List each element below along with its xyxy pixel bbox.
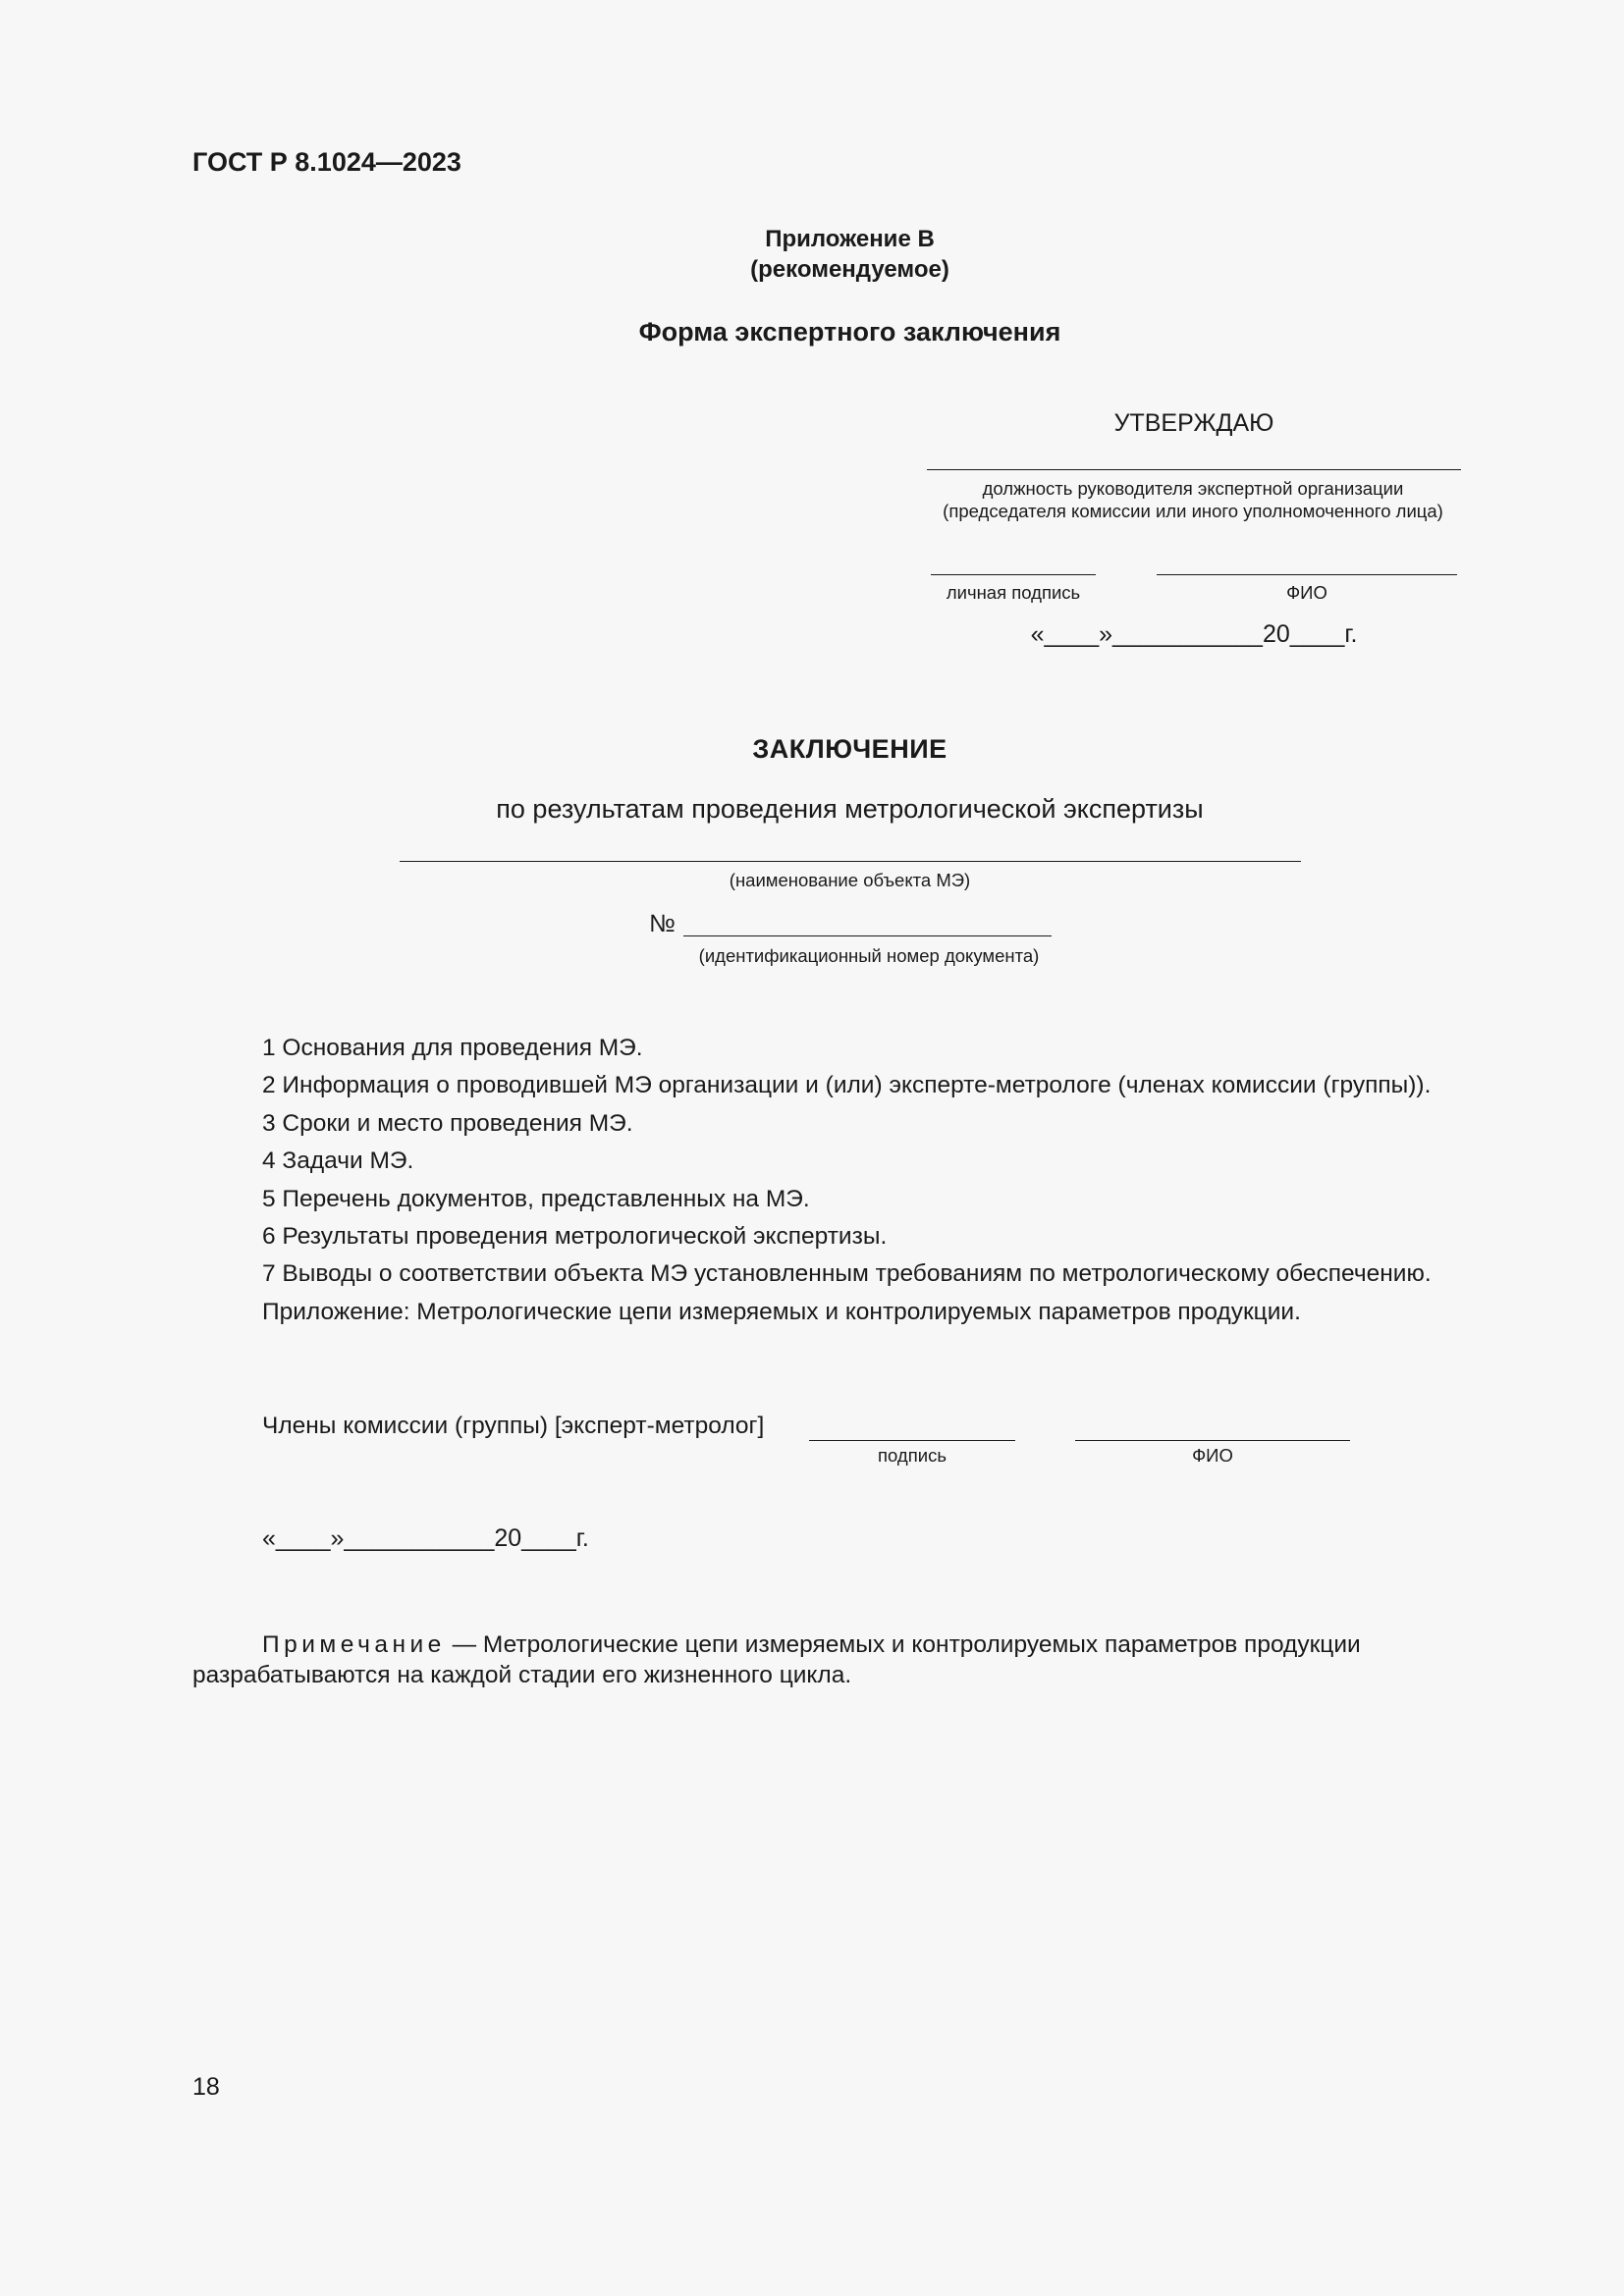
- list-item: 5 Перечень документов, представленных на МЭ.: [262, 1185, 810, 1212]
- page-number: 18: [192, 2073, 220, 2101]
- appendix-status: (рекомендуемое): [750, 256, 949, 283]
- note-text: — Метрологические цепи измеряемых и контролируемых параметров продукции разрабатываются на каждой стадии его жизненного цикла.: [192, 1631, 1361, 1688]
- list-item: 1 Основания для проведения МЭ.: [262, 1035, 643, 1061]
- number-sign: №: [649, 910, 676, 937]
- object-caption: (наименование объекта МЭ): [729, 870, 971, 890]
- signature-blank-line: [931, 574, 1096, 575]
- appendix-line: Приложение: Метрологические цепи измеряемых и контролируемых параметров продукции.: [262, 1298, 1301, 1325]
- list-item: 6 Результаты проведения метрологической экспертизы.: [262, 1223, 888, 1251]
- fio-blank-line: [1157, 574, 1457, 575]
- fio-caption: ФИО: [1286, 582, 1327, 603]
- list-item: 7 Выводы о соответствии объекта МЭ установленным требованиям по метрологическому обеспечению.: [262, 1260, 1432, 1288]
- id-number-caption: (идентификационный номер документа): [698, 945, 1040, 966]
- id-number-blank-line: [683, 935, 1052, 936]
- member-fio-line: [1075, 1440, 1350, 1441]
- members-label: Члены комиссии (группы) [эксперт-метролог]: [262, 1413, 765, 1439]
- note-label: Примечание: [262, 1631, 446, 1658]
- approve-heading: УТВЕРЖДАЮ: [1113, 409, 1274, 437]
- conclusion-date: «____»___________20____г.: [262, 1524, 589, 1552]
- object-blank-line: [400, 861, 1301, 862]
- position-caption-line1: должность руководителя экспертной организации: [982, 478, 1404, 499]
- position-caption-line2: (председателя комиссии или иного уполномоченного лица): [943, 501, 1443, 521]
- content-list: [262, 1030, 1432, 1331]
- list-item: 4 Задачи МЭ.: [262, 1148, 414, 1175]
- approval-date: «____»___________20____г.: [1030, 620, 1358, 648]
- form-title: Форма экспертного заключения: [638, 317, 1061, 347]
- position-blank-line: [927, 469, 1461, 470]
- list-item: 2 Информация о проводившей МЭ организации и (или) эксперте-метрологе (членах комиссии (группы)).: [262, 1072, 1432, 1099]
- appendix-title: Приложение В: [765, 226, 935, 252]
- document-code: ГОСТ Р 8.1024—2023: [192, 147, 461, 177]
- member-signature-caption: подпись: [878, 1445, 947, 1466]
- note: [192, 1629, 1518, 1690]
- conclusion-subtitle: по результатам проведения метрологической экспертизы: [496, 794, 1204, 824]
- member-signature-line: [809, 1440, 1015, 1441]
- position-caption: [913, 477, 1473, 522]
- list-item: 3 Сроки и место проведения МЭ.: [262, 1109, 633, 1137]
- conclusion-title: ЗАКЛЮЧЕНИЕ: [752, 734, 947, 764]
- member-fio-caption: ФИО: [1192, 1445, 1233, 1466]
- signature-caption: личная подпись: [946, 582, 1081, 603]
